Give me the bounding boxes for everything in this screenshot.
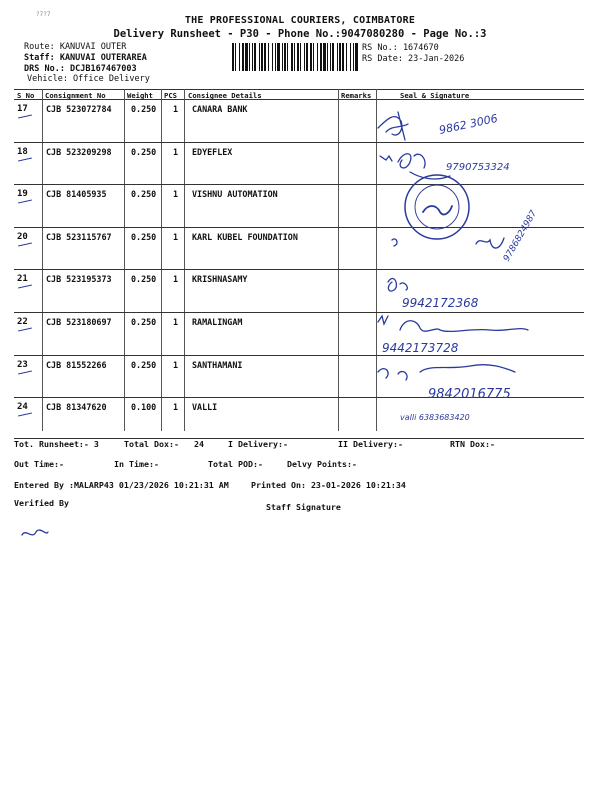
table-bottom-rule [14, 438, 584, 439]
handwriting-row22: 9442173728 [382, 341, 459, 355]
barcode-bar [304, 43, 305, 71]
row-pcs: 1 [173, 231, 179, 242]
col-divider [376, 89, 377, 431]
total-dox-value: 24 [194, 439, 204, 449]
i-delivery: I Delivery:- [228, 439, 288, 449]
col-header-remarks: Remarks [341, 91, 372, 100]
row-weight: 0.250 [131, 359, 157, 370]
row-consignee: RAMALINGAM [192, 317, 243, 327]
col-header-consignee: Consignee Details [188, 91, 262, 100]
col-divider [338, 89, 339, 431]
row-sno: 17 [17, 104, 28, 114]
company-title: THE PROFESSIONAL COURIERS, COIMBATORE [184, 15, 416, 26]
barcode-bar [313, 43, 314, 71]
row-sno: 22 [17, 317, 28, 327]
verified-by: Verified By [14, 498, 69, 508]
barcode-bar [294, 43, 295, 71]
row-sno: 23 [17, 359, 28, 370]
row-consignee: EDYEFLEX [192, 146, 233, 157]
tot-runsheet: Tot. Runsheet:- 3 [14, 439, 99, 449]
barcode-bar [306, 43, 308, 71]
col-header-seal: Seal & Signature [400, 91, 470, 100]
barcode-bar [355, 43, 358, 71]
barcode-bar [277, 43, 280, 71]
col-header-pcs: PCS [164, 91, 177, 100]
staff-label: Staff: KANUVAI OUTERAREA [24, 53, 147, 63]
row-weight: 0.100 [131, 402, 157, 413]
row-consignment-no: CJB 523180697 [46, 317, 112, 327]
row-pcs: 1 [173, 104, 179, 114]
row-rule [14, 227, 584, 228]
row-rule [14, 312, 584, 313]
initials-verified [22, 530, 48, 535]
col-header-consignment: Consignment No [45, 91, 106, 100]
row-consignment-no: CJB 81552266 [46, 359, 107, 370]
row-weight: 0.250 [131, 104, 157, 114]
barcode-bar [346, 43, 347, 71]
barcode-bar [282, 43, 283, 71]
barcode-bar [323, 43, 326, 71]
barcode-bar [291, 43, 293, 71]
drs-number: DRS No.: DCJB167467003 [24, 64, 137, 74]
delivery-table [14, 89, 584, 432]
row-consignment-no: CJB 523115767 [46, 231, 112, 242]
barcode-bar [261, 43, 263, 71]
barcode-bar [317, 43, 318, 71]
route-label: Route: KANUVAI OUTER [24, 42, 127, 52]
row-rule [14, 142, 584, 143]
col-divider [184, 89, 185, 431]
row-rule [14, 397, 584, 398]
barcode-bar [239, 43, 240, 71]
barcode-bar [275, 43, 276, 71]
barcode-bar [287, 43, 288, 71]
row-consignee: VALLI [192, 402, 218, 413]
row-rule [14, 184, 584, 185]
handwriting-row23: 9842016775 [428, 387, 511, 402]
handwriting-row21: 9942172368 [402, 296, 479, 310]
row-consignment-no: CJB 523209298 [46, 146, 112, 157]
row-consignee: VISHNU AUTOMATION [192, 189, 278, 200]
col-header-weight: Weight [127, 91, 153, 100]
row-pcs: 1 [173, 189, 179, 200]
barcode-bar [245, 43, 248, 71]
barcode-bar [249, 43, 250, 71]
row-consignment-no: CJB 523195373 [46, 274, 112, 285]
barcode-bar [327, 43, 328, 71]
barcode-bar [259, 43, 260, 71]
row-sno: 19 [17, 189, 28, 200]
entered-by: Entered By :MALARP43 01/23/2026 10:21:31 AM [14, 480, 229, 490]
barcode-bar [297, 43, 299, 71]
total-pod: Total POD:- [208, 459, 263, 469]
row-rule [14, 355, 584, 356]
row-weight: 0.250 [131, 274, 157, 285]
row-pcs: 1 [173, 146, 179, 157]
row-sno: 18 [17, 146, 28, 157]
row-consignee: KARL KUBEL FOUNDATION [192, 231, 298, 242]
rs-number: RS No.: 1674670 [362, 43, 439, 53]
barcode-bar [320, 43, 322, 71]
row-rule [14, 269, 584, 270]
barcode [232, 43, 358, 71]
row-consignment-no: CJB 81405935 [46, 189, 107, 200]
barcode-bar [284, 43, 286, 71]
printed-on: Printed On: 23-01-2026 10:21:34 [251, 480, 406, 490]
handwriting-row17: 9862 3006 [437, 111, 499, 137]
row-weight: 0.250 [131, 317, 157, 327]
barcode-bar [330, 43, 331, 71]
barcode-bar [350, 43, 351, 71]
barcode-bar [342, 43, 344, 71]
barcode-bar [337, 43, 338, 71]
out-time: Out Time:- [14, 459, 64, 469]
barcode-bar [254, 43, 256, 71]
runsheet-title: Delivery Runsheet - P30 - Phone No.:9047080280 - Page No.:3 [113, 28, 487, 40]
barcode-bar [272, 43, 273, 71]
row-consignee: KRISHNASAMY [192, 274, 248, 285]
barcode-bar [232, 43, 234, 71]
barcode-bar [252, 43, 253, 71]
row-sno: 24 [17, 402, 28, 413]
barcode-bar [235, 43, 236, 71]
col-divider [124, 89, 125, 431]
barcode-bar [353, 43, 354, 71]
staff-signature: Staff Signature [266, 502, 341, 512]
row-weight: 0.250 [131, 189, 157, 200]
rtn-dox: RTN Dox:- [450, 439, 495, 449]
row-consignee: SANTHAMANI [192, 359, 243, 370]
row-pcs: 1 [173, 402, 179, 413]
in-time: In Time:- [114, 459, 159, 469]
row-weight: 0.250 [131, 231, 157, 242]
handwriting-row20: 9786824987 [501, 208, 540, 264]
barcode-bar [339, 43, 341, 71]
col-header-sno: S No [17, 91, 35, 100]
barcode-bar [300, 43, 301, 71]
corner-mark: ?7?7 [36, 11, 51, 18]
row-pcs: 1 [173, 274, 179, 285]
row-consignee: CANARA BANK [192, 104, 248, 114]
row-consignment-no: CJB 523072784 [46, 104, 112, 114]
row-pcs: 1 [173, 359, 179, 370]
barcode-bar [268, 43, 269, 71]
col-divider [161, 89, 162, 431]
row-weight: 0.250 [131, 146, 157, 157]
rs-date: RS Date: 23-Jan-2026 [362, 54, 465, 64]
handwriting-row18: 9790753324 [446, 162, 510, 173]
barcode-bar [332, 43, 334, 71]
col-divider [42, 89, 43, 431]
barcode-bar [310, 43, 312, 71]
handwriting-row24: valli 6383683420 [400, 413, 470, 422]
row-sno: 21 [17, 274, 28, 285]
barcode-bar [264, 43, 266, 71]
delvy-points: Delvy Points:- [287, 459, 357, 469]
row-pcs: 1 [173, 317, 179, 327]
row-sno: 20 [17, 231, 28, 242]
total-dox-label: Total Dox:- [124, 439, 179, 449]
row-consignment-no: CJB 81347620 [46, 402, 107, 413]
barcode-bar [242, 43, 244, 71]
vehicle-label: Vehicle: Office Delivery [27, 74, 150, 84]
ii-delivery: II Delivery:- [338, 439, 403, 449]
